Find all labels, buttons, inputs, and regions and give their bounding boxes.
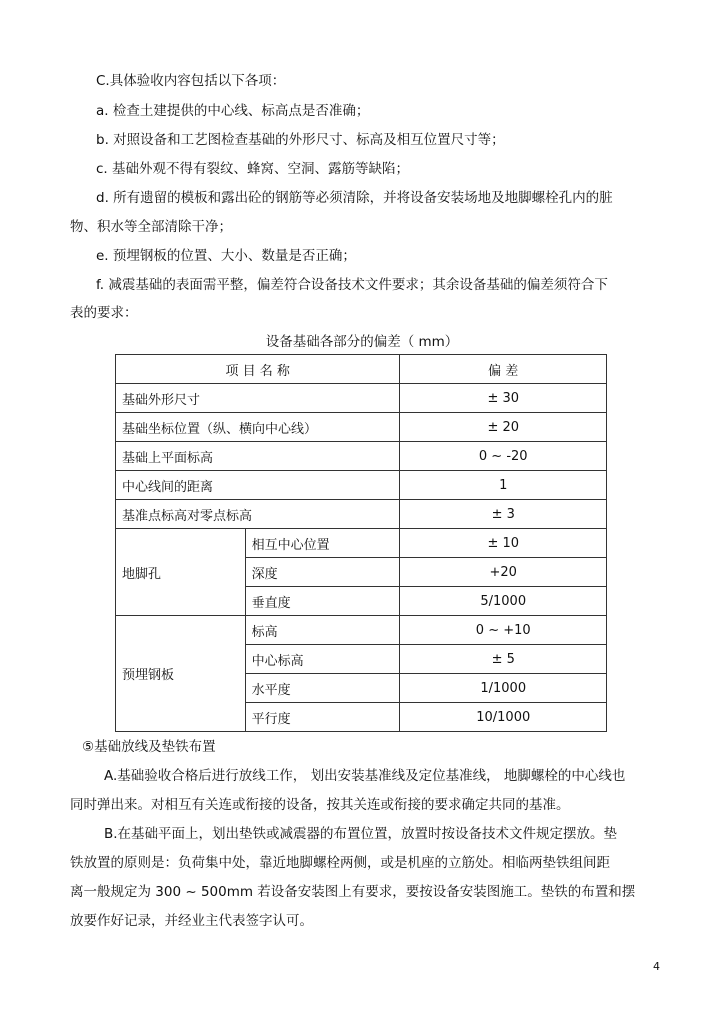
table-row (116, 529, 607, 558)
para-B-2: 铁放置的原则是：负荷集中处，靠近地脚螺栓两侧，或是机座的立筋处。相临两垫铁组间距 (70, 855, 610, 871)
table-caption: 设备基础各部分的偏差（ mm） (265, 334, 459, 350)
para-B-4: 放要作好记录，并经业主代表签字认可。 (70, 913, 313, 929)
table-row (116, 616, 607, 645)
para-b: b. 对照设备和工艺图检查基础的外形尺寸、标高及相互位置尺寸等； (96, 132, 505, 148)
para-B-3: 离一般规定为 300 ~ 500mm 若设备安装图上有要求，要按设备安装图施工。垫铁的布置和摆 (70, 884, 636, 900)
row-item: 中心标高 (245, 645, 400, 674)
deviation-table (115, 354, 607, 732)
para-f-1: f. 减震基础的表面需平整，偏差符合设备技术文件要求；其余设备基础的偏差须符合下 (96, 277, 608, 293)
para-B-1: B.在基础平面上，划出垫铁或减震器的布置位置，放置时按设备技术文件规定摆放。垫 (104, 826, 618, 842)
row-deviation: ± 5 (400, 645, 607, 674)
table-row (116, 500, 607, 529)
table-row (116, 413, 607, 442)
row-item: 基准点标高对零点标高 (116, 500, 400, 529)
group-label-anchor-holes: 地脚孔 (116, 529, 246, 616)
row-deviation: 1 (400, 471, 607, 500)
row-item: 垂直度 (245, 587, 400, 616)
row-item: 基础上平面标高 (116, 442, 400, 471)
row-deviation: +20 (400, 558, 607, 587)
para-a: a. 检查土建提供的中心线、标高点是否准确； (96, 103, 370, 119)
para-d-1: d. 所有遗留的模板和露出砼的钢筋等必须清除，并将设备安装场地及地脚螺栓孔内的脏 (96, 190, 613, 206)
page-number: 4 (653, 960, 660, 973)
row-item: 基础外形尺寸 (116, 384, 400, 413)
row-deviation: 10/1000 (400, 703, 607, 732)
para-f-2: 表的要求： (70, 305, 138, 321)
row-item: 中心线间的距离 (116, 471, 400, 500)
row-item: 深度 (245, 558, 400, 587)
para-A-1: A.基础验收合格后进行放线工作， 划出安装基准线及定位基准线， 地脚螺栓的中心线也 (104, 768, 626, 784)
table-row (116, 442, 607, 471)
row-deviation: ± 10 (400, 529, 607, 558)
header-deviation: 偏 差 (400, 355, 607, 384)
para-d-2: 物、积水等全部清除干净； (70, 219, 232, 235)
table-header-row (116, 355, 607, 384)
para-A-2: 同时弹出来。对相互有关连或衔接的设备，按其关连或衔接的要求确定共同的基准。 (70, 797, 570, 813)
row-deviation: 0 ~ +10 (400, 616, 607, 645)
row-item: 标高 (245, 616, 400, 645)
row-deviation: ± 3 (400, 500, 607, 529)
row-item: 平行度 (245, 703, 400, 732)
row-item: 水平度 (245, 674, 400, 703)
row-item: 基础坐标位置（纵、横向中心线） (116, 413, 400, 442)
row-item: 相互中心位置 (245, 529, 400, 558)
para-c-intro: C.具体验收内容包括以下各项： (96, 73, 286, 89)
header-item: 项 目 名 称 (116, 355, 400, 384)
para-c: c. 基础外观不得有裂纹、蜂窝、空洞、露筋等缺陷； (96, 161, 410, 177)
group-label-embedded-plates: 预埋钢板 (116, 616, 246, 732)
row-deviation: 0 ~ -20 (400, 442, 607, 471)
table-row (116, 471, 607, 500)
section-5-heading: ⑤基础放线及垫铁布置 (82, 739, 216, 755)
table-row (116, 384, 607, 413)
row-deviation: ± 20 (400, 413, 607, 442)
para-e: e. 预埋钢板的位置、大小、数量是否正确； (96, 248, 356, 264)
row-deviation: 1/1000 (400, 674, 607, 703)
row-deviation: 5/1000 (400, 587, 607, 616)
row-deviation: ± 30 (400, 384, 607, 413)
